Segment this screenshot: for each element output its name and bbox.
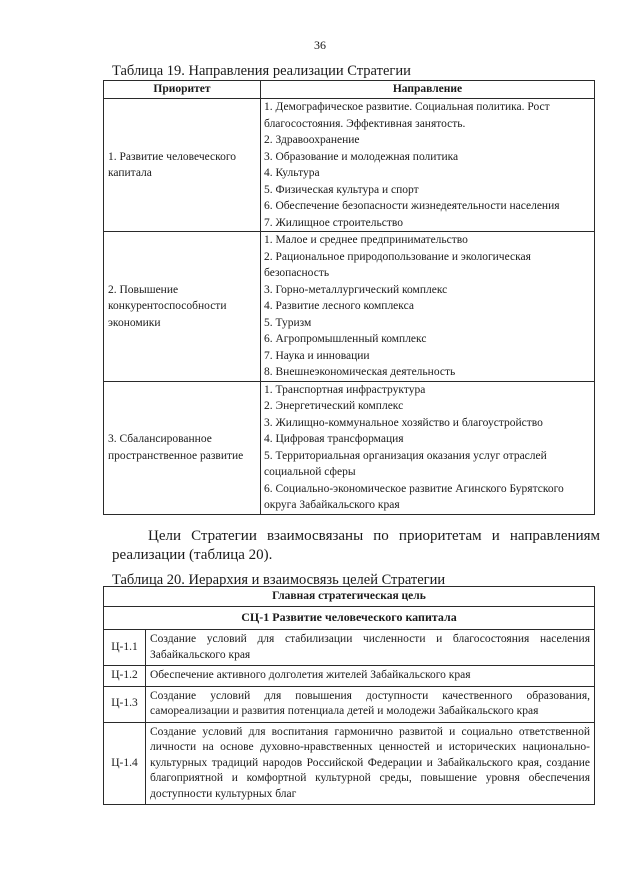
direction-item: 2. Энергетический комплекс — [264, 400, 404, 412]
direction-item: 6. Обеспечение безопасности жизнедеятельности населения — [264, 200, 560, 212]
directions-cell — [261, 99, 595, 232]
goal-row — [104, 630, 595, 666]
goal-row — [104, 666, 595, 687]
goal-row — [104, 722, 595, 805]
direction-item: 6. Социально-экономическое развитие Агинского Бурятского округа Забайкальского края — [264, 482, 564, 511]
direction-item: 5. Туризм — [264, 316, 312, 329]
priority-cell: 2. Повышение конкурентоспособности экономики — [104, 232, 261, 382]
main-goal-header: Главная стратегическая цель — [104, 587, 595, 607]
table19-row — [104, 99, 595, 232]
direction-item: 1. Малое и среднее предпринимательство — [264, 234, 468, 246]
table19-directions — [103, 80, 595, 515]
direction-item: 5. Физическая культура и спорт — [264, 183, 419, 196]
direction-item: 4. Цифровая трансформация — [264, 433, 404, 445]
table19-header-direction: Направление — [261, 81, 595, 99]
table20-header-row — [104, 587, 595, 607]
direction-item: 1. Транспортная инфраструктура — [264, 383, 426, 396]
direction-item: 1. Демографическое развитие. Социальная политика. Рост благосостояния. Эффективная занятость. — [264, 101, 550, 130]
goal-code: Ц-1.3 — [104, 686, 146, 722]
priority-cell: 1. Развитие человеческого капитала — [104, 99, 261, 232]
direction-item: 4. Культура — [264, 167, 320, 179]
directions-cell — [261, 232, 595, 382]
table20-caption: Таблица 20. Иерархия и взаимосвязь целей Стратегии — [112, 572, 446, 588]
table19-header-row — [104, 81, 595, 99]
direction-item: 7. Наука и инновации — [264, 349, 370, 362]
direction-item: 3. Образование и молодежная политика — [264, 150, 459, 163]
goal-text: Создание условий для повышения доступности качественного образования, самореализации и развития потенциала детей и молодежи Забайкальского края — [146, 686, 595, 722]
table19-row — [104, 232, 595, 382]
table20-goals — [103, 586, 595, 805]
goal-text: Создание условий для стабилизации численности и благосостояния населения Забайкальского края — [146, 630, 595, 666]
goal-code: Ц-1.2 — [104, 666, 146, 687]
strategic-goal-title: СЦ-1 Развитие человеческого капитала — [104, 607, 595, 630]
goal-code: Ц-1.4 — [104, 722, 146, 805]
direction-item: 5. Территориальная организация оказания услуг отраслей социальной сферы — [264, 449, 547, 478]
direction-item: 2. Здравоохранение — [264, 134, 360, 146]
goal-code: Ц-1.1 — [104, 630, 146, 666]
direction-item: 6. Агропромышленный комплекс — [264, 333, 427, 345]
goal-text: Обеспечение активного долголетия жителей Забайкальского края — [146, 666, 595, 687]
table19-header-priority: Приоритет — [104, 81, 261, 99]
priority-cell: 3. Сбалансированное пространственное развитие — [104, 381, 261, 514]
table19-caption: Таблица 19. Направления реализации Стратегии — [112, 63, 411, 79]
direction-item: 3. Жилищно-коммунальное хозяйство и благоустройство — [264, 416, 543, 429]
goal-text: Создание условий для воспитания гармонично развитой и социально ответственной личности на основе духовно-нравственных ценностей и исторических национально-культурных традиций народов Российской Федерации и Забайкальского края, создание благоприятной и комфортной культурной среды, повышение уровня обеспечения доступности культурных благ — [146, 722, 595, 805]
direction-item: 3. Горно-металлургический комплекс — [264, 283, 448, 296]
direction-item: 7. Жилищное строительство — [264, 216, 403, 229]
page-number: 36 — [314, 38, 326, 52]
direction-item: 4. Развитие лесного комплекса — [264, 300, 414, 312]
body-paragraph: Цели Стратегии взаимосвязаны по приоритетам и направлениям реализации (таблица 20). — [112, 528, 600, 563]
table20-subheader-row — [104, 607, 595, 630]
direction-item: 2. Рациональное природопользование и экологическая безопасность — [264, 250, 531, 279]
goal-row — [104, 686, 595, 722]
direction-item: 8. Внешнеэкономическая деятельность — [264, 366, 456, 378]
directions-cell — [261, 381, 595, 514]
table19-row — [104, 381, 595, 514]
